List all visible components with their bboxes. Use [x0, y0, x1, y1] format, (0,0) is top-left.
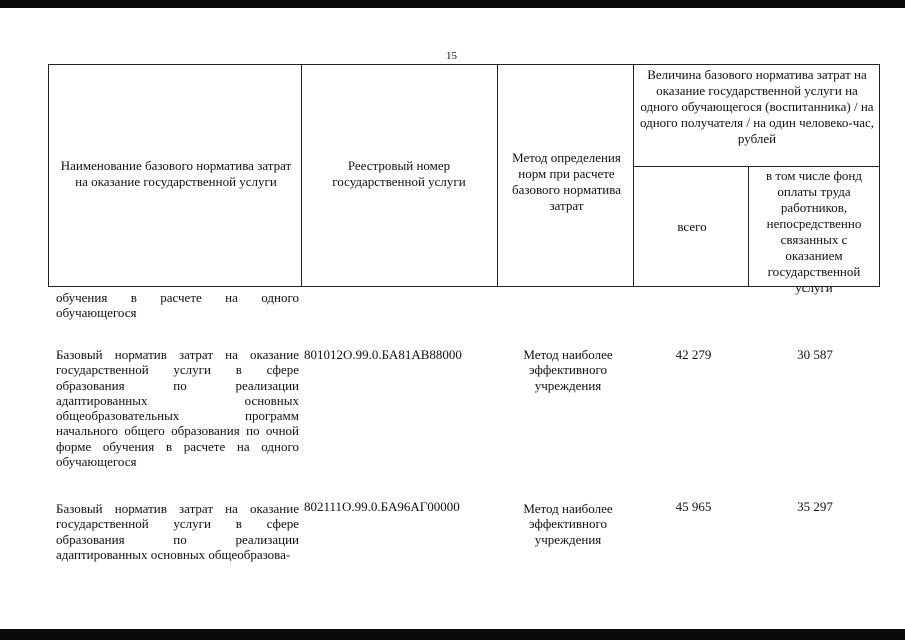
header-method: Метод определения норм при расчете базового норматива затрат — [512, 150, 621, 213]
continuation-text: обучения в расчете на одного обучающегося — [56, 290, 299, 321]
page-number: 15 — [446, 50, 457, 62]
row-method: Метод наиболее эффективного учреждения — [523, 347, 613, 393]
row-total: 45 965 — [675, 499, 712, 514]
header-name: Наименование базового норматива затрат на оказание государственной услуги — [60, 158, 292, 189]
header-total: всего — [677, 219, 707, 234]
scan-bottom-border — [0, 629, 905, 640]
header-divider — [633, 166, 880, 167]
header-value-group: Величина базового норматива затрат на оказание государственной услуги на одного обучающегося (воспитанника) / на одного получателя / на один человеко-час, рублей — [639, 67, 875, 146]
scan-top-border — [0, 0, 905, 8]
row-name: Базовый норматив затрат на оказание государственной услуги в сфере образования по реализации адаптированных основных общеобразовательных программ начального общего образования по очной форме обучения в расчете на одного обучающегося — [56, 347, 299, 470]
row-method: Метод наиболее эффективного учреждения — [523, 501, 613, 547]
row-registry: 802111О.99.0.БА96АГ00000 — [304, 499, 460, 514]
header-fund: в том числе фонд оплаты труда работников, непосредственно связанных с оказанием государственной услуги — [766, 168, 862, 295]
row-registry: 801012О.99.0.БА81АВ88000 — [304, 347, 462, 362]
row-name: Базовый норматив затрат на оказание государственной услуги в сфере образования по реализации адаптированных основных общеобразова- — [56, 501, 299, 562]
row-total: 42 279 — [675, 347, 712, 362]
row-fund: 30 587 — [797, 347, 833, 362]
row-fund: 35 297 — [797, 499, 833, 514]
header-divider — [633, 64, 634, 287]
header-divider — [497, 64, 498, 287]
header-divider — [301, 64, 302, 287]
header-divider — [748, 166, 749, 287]
header-registry: Реестровый номер государственной услуги — [332, 158, 466, 189]
